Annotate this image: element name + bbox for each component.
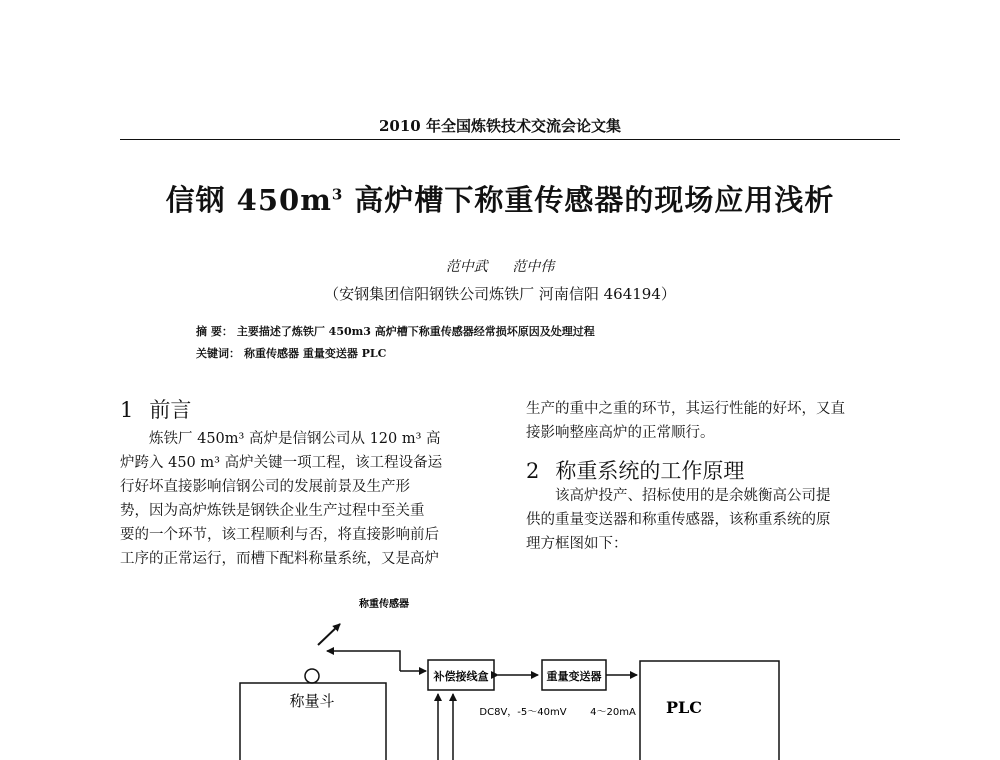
sensor-arrow xyxy=(318,624,340,645)
abstract-key: 摘 要： xyxy=(196,325,233,338)
sensor-label: 称重传感器 xyxy=(359,599,409,610)
hopper-hook xyxy=(305,669,319,683)
s1-line-2: 炉跨入 450 m³ 高炉关键一项工程，该工程设备运 xyxy=(120,455,443,471)
s1c-line-2: 接影响整座高炉的正常顺行。 xyxy=(526,425,715,441)
sensor-lead-line xyxy=(327,651,400,671)
s1c-line-1: 生产的重中之重的环节，其运行性能的好坏，又直 xyxy=(526,401,845,417)
s2-line-3: 理方框图如下： xyxy=(526,536,628,552)
authors: 范中武 范中伟 xyxy=(445,259,555,275)
affiliation: （安钢集团信阳钢铁公司炼铁厂 河南信阳 464194） xyxy=(324,285,676,303)
current-label: 4～20mA xyxy=(590,707,636,718)
s1-line-3: 行好坏直接影响信钢公司的发展前景及生产形 xyxy=(120,479,410,495)
title-main: 信钢 450m xyxy=(165,183,332,217)
s1-line-5: 要的一个环节，该工程顺利与否，将直接影响前后 xyxy=(120,527,439,543)
plc-box xyxy=(640,661,779,760)
s2-line-2: 供的重量变送器和称重传感器，该称重系统的原 xyxy=(526,512,831,528)
section1-number: 1 xyxy=(120,398,134,422)
s1-line-6: 工序的正常运行，而槽下配料称量系统，又是高炉 xyxy=(120,551,439,567)
title-superscript: 3 xyxy=(331,185,344,204)
s2-line-1: 该高炉投产、招标使用的是余姚衡高公司提 xyxy=(555,488,831,504)
title-rest: 高炉槽下称重传感器的现场应用浅析 xyxy=(343,183,835,217)
running-header: 2010 年全国炼铁技术交流会论文集 xyxy=(379,117,621,135)
section1-title: 前言 xyxy=(149,398,192,422)
keywords-key: 关键词： xyxy=(196,347,240,360)
plc-label: PLC xyxy=(665,698,703,717)
junction-label: 补偿接线盒 xyxy=(433,670,489,683)
transmitter-label: 重量变送器 xyxy=(546,670,602,683)
section2-number: 2 xyxy=(526,459,540,483)
section2-title: 称重系统的工作原理 xyxy=(555,459,745,483)
signal-label: DC8V，-5～40mV xyxy=(479,707,567,718)
s1-line-4: 势，因为高炉炼铁是钢铁企业生产过程中至关重 xyxy=(120,503,425,519)
hopper-label: 称量斗 xyxy=(289,692,335,710)
s1-line-1: 炼铁厂 450m³ 高炉是信钢公司从 120 m³ 高 xyxy=(149,431,441,447)
abstract-text: 主要描述了炼铁厂 450m3 高炉槽下称重传感器经常损坏原因及处理过程 xyxy=(236,325,595,338)
keywords-text: 称重传感器 重量变送器 PLC xyxy=(244,347,387,360)
